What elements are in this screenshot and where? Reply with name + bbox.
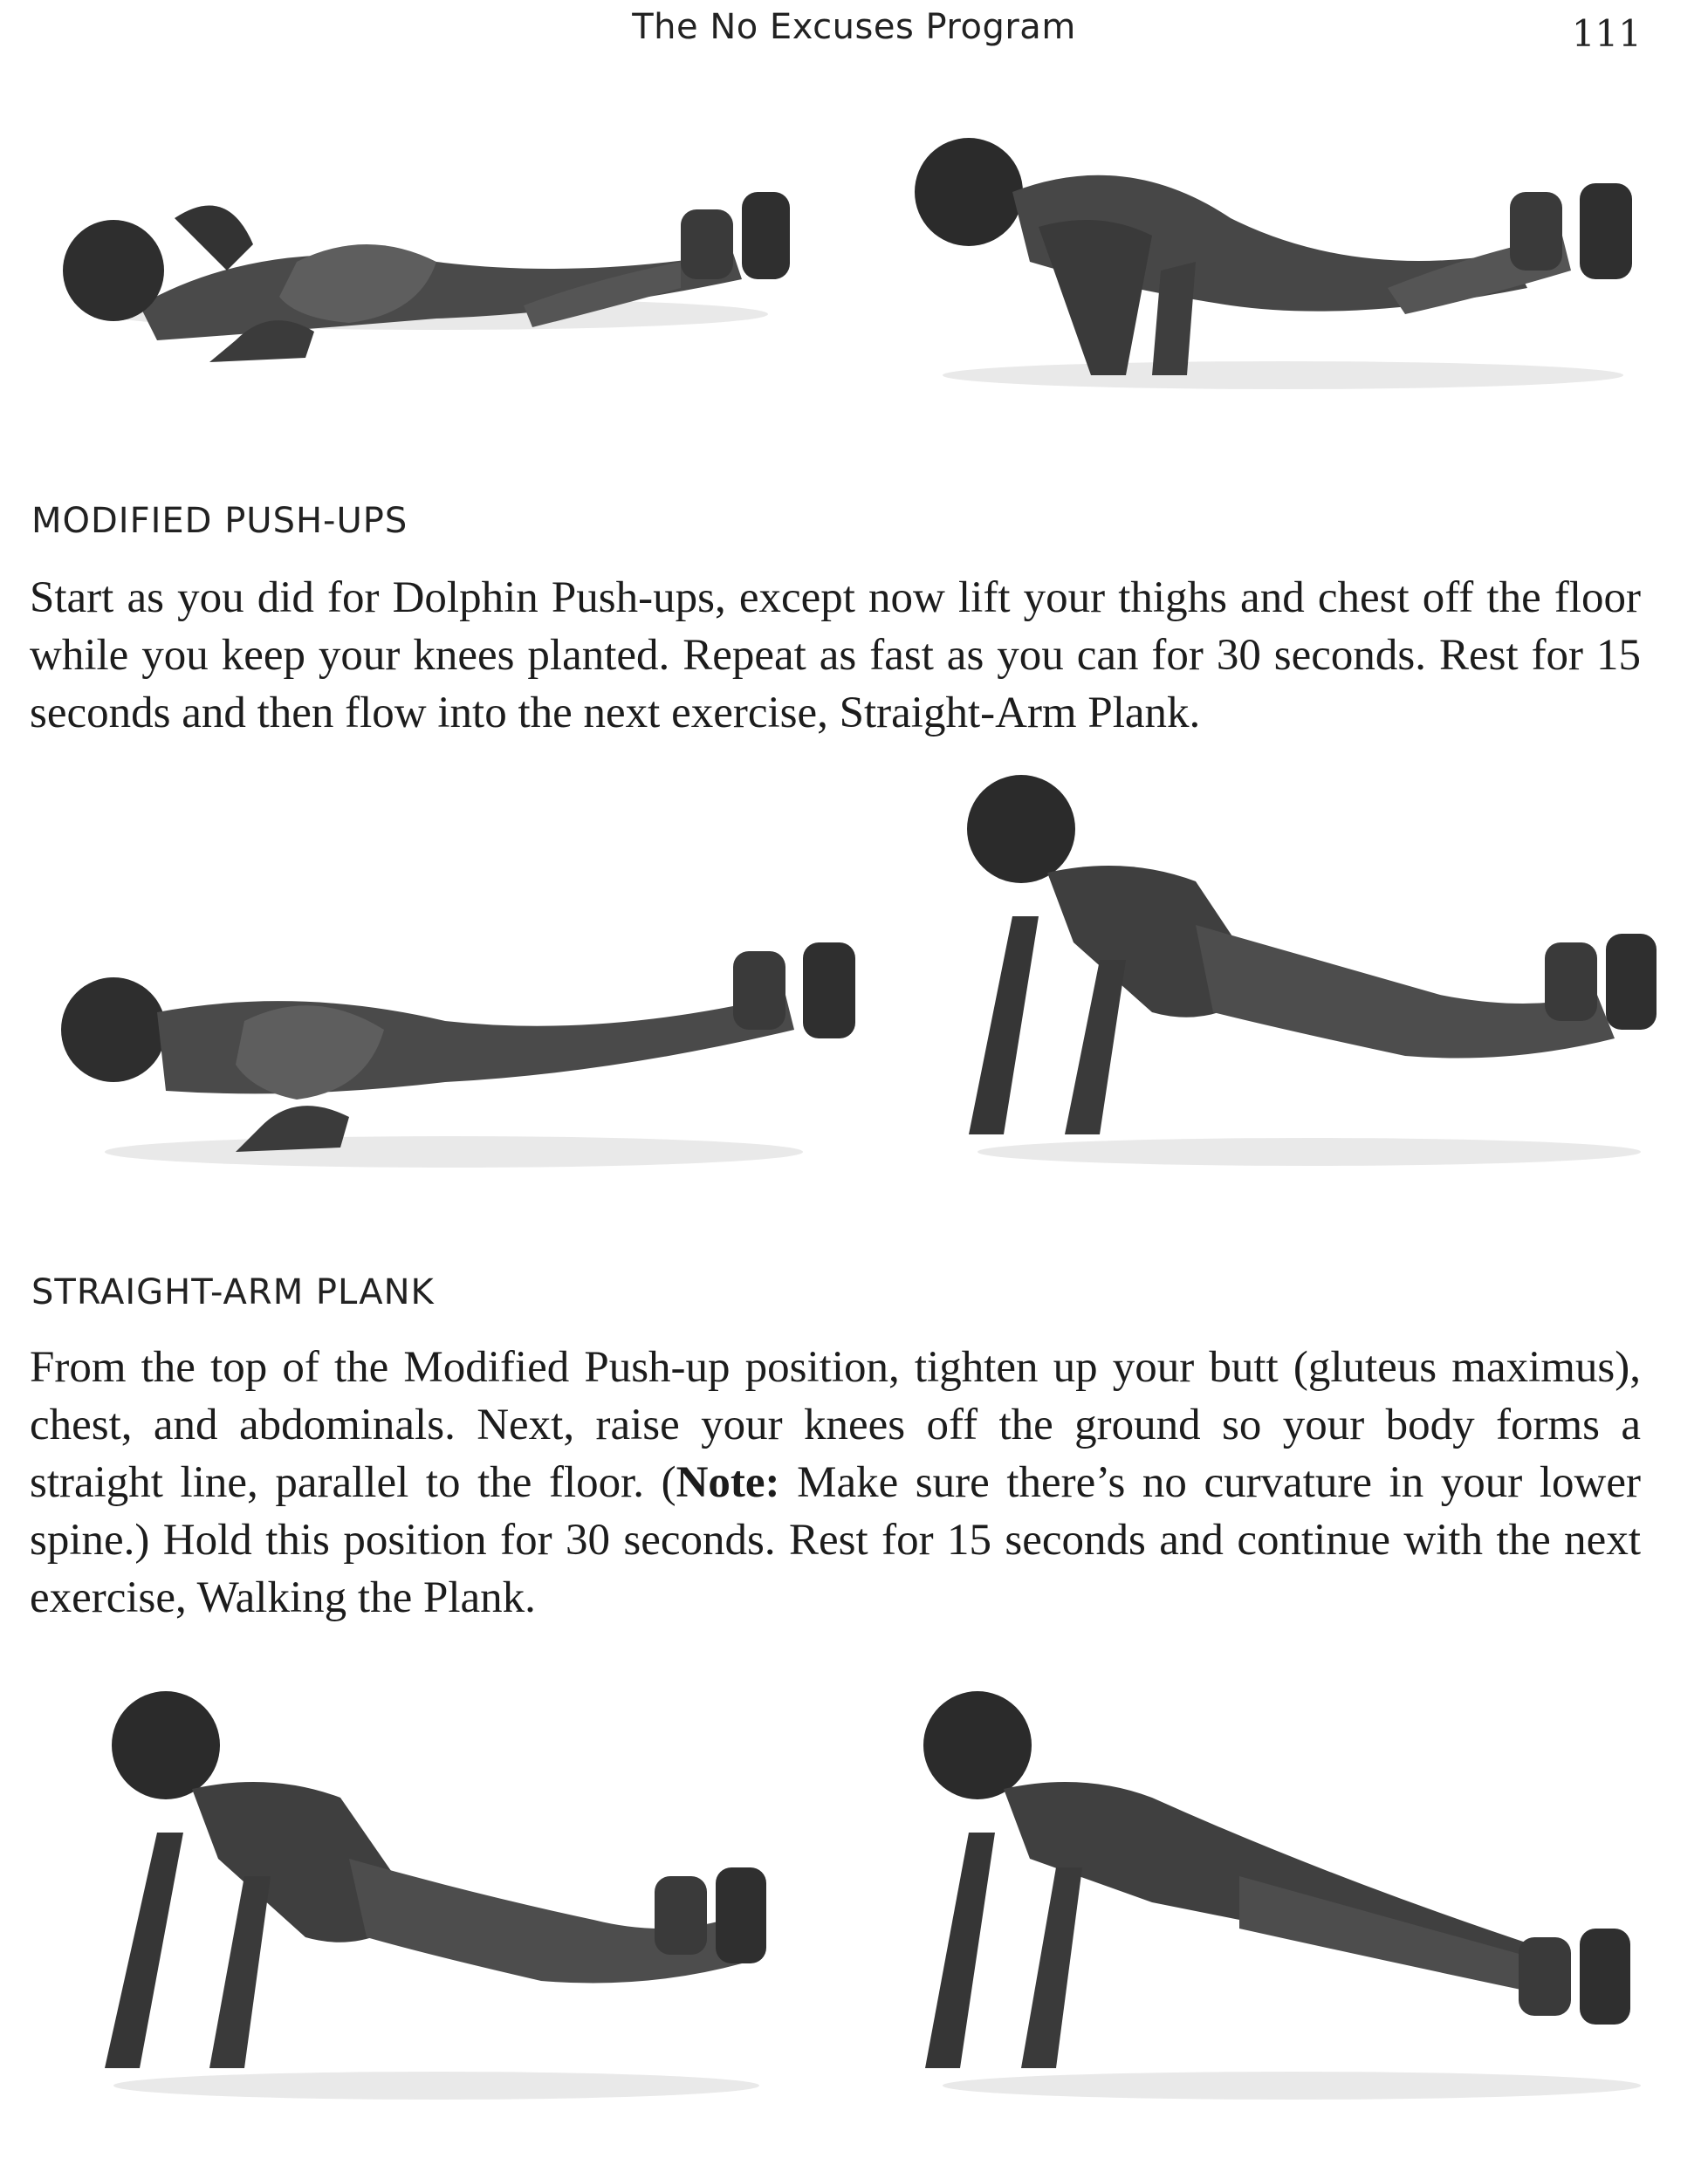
page-number: 111 bbox=[1571, 12, 1642, 55]
figure-modified-pushup-raised bbox=[967, 775, 1657, 1166]
photo-straight-arm-plank bbox=[908, 1684, 1676, 2121]
figure-straight-arm-plank bbox=[923, 1691, 1641, 2100]
photo-modified-pushup-raised bbox=[951, 768, 1667, 1178]
section-paragraph-straight-arm-plank bbox=[30, 1339, 1641, 1627]
paragraph-text-before-note: From the top of the Modified Push-up position, tighten up your butt (gluteus maximus), chest, and abdominals. Next, raise your knees off the ground so your body forms a straight line, parallel to the floor. ( bbox=[30, 1343, 1641, 1507]
section-heading-straight-arm-plank: STRAIGHT-ARM PLANK bbox=[31, 1272, 435, 1312]
figure-modified-plank bbox=[105, 1691, 766, 2100]
photo-raised-pushup-1 bbox=[899, 113, 1667, 410]
paragraph-text-after-note: Make sure there’s no curvature in your lower spine.) Hold this position for 30 seconds. Rest for 15 seconds and continue with the next exercise, Walking the Plank. bbox=[30, 1458, 1641, 1622]
figure-low-pushup-2 bbox=[61, 942, 855, 1168]
photo-modified-plank bbox=[87, 1684, 785, 2121]
photo-low-pushup-2 bbox=[35, 916, 873, 1187]
running-head: The No Excuses Program bbox=[632, 7, 1076, 47]
section-heading-modified-pushups: MODIFIED PUSH-UPS bbox=[31, 501, 408, 541]
photo-low-pushup-1 bbox=[35, 131, 820, 393]
section-paragraph-modified-pushups: Start as you did for Dolphin Push-ups, except now lift your thighs and chest off the floor while you keep your knees planted. Repeat as fast as you can for 30 seconds. Rest for 15 seconds and then flow into the next exercise, Straight-Arm Plank. bbox=[30, 573, 1641, 737]
figure-low-pushup bbox=[63, 192, 790, 362]
note-label: Note: bbox=[676, 1458, 780, 1507]
figure-raised-pushup bbox=[915, 138, 1632, 389]
